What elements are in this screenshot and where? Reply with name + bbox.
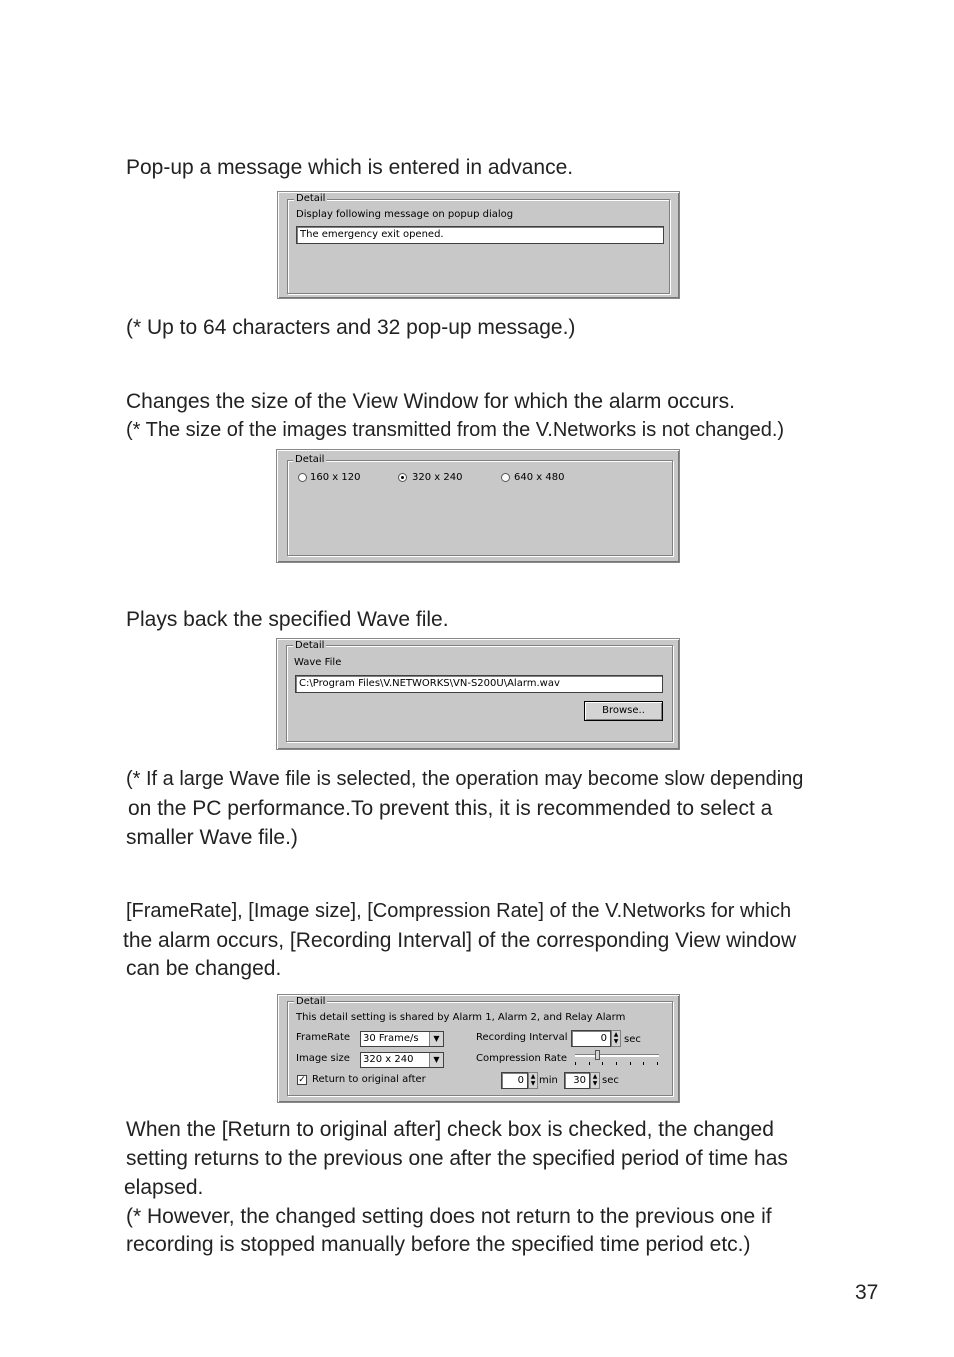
recording-interval-label: Recording Interval <box>476 1032 568 1043</box>
wave-note-line-3: smaller Wave file.) <box>126 826 298 849</box>
slider-tick <box>575 1062 576 1065</box>
settings-detail-panel <box>277 994 680 1103</box>
image-size-value: 320 x 240 <box>363 1054 414 1065</box>
seconds-input[interactable]: 30 <box>564 1072 590 1089</box>
view-size-intro: Changes the size of the View Window for which the alarm occurs. <box>126 390 735 413</box>
shared-setting-note: This detail setting is shared by Alarm 1, Alarm 2, and Relay Alarm <box>296 1012 626 1023</box>
minutes-spinner[interactable]: ▲ ▼ <box>528 1072 538 1089</box>
view-size-detail-panel <box>276 449 680 563</box>
compression-slider-track <box>575 1054 659 1057</box>
minutes-input[interactable]: 0 <box>501 1072 528 1089</box>
explanation-line-2: setting returns to the previous one after the specified period of time has <box>126 1147 788 1170</box>
recording-interval-unit: sec <box>624 1034 641 1045</box>
minutes-unit: min <box>539 1075 558 1086</box>
slider-tick <box>602 1062 603 1065</box>
size-640-radio[interactable] <box>501 473 510 482</box>
wave-detail-panel <box>276 638 680 750</box>
wave-note-line-1: (* If a large Wave file is selected, the operation may become slow depending <box>126 768 804 790</box>
wave-intro: Plays back the specified Wave file. <box>126 608 449 631</box>
view-size-detail-legend: Detail <box>295 454 325 465</box>
page-number: 37 <box>855 1281 879 1304</box>
size-320-label: 320 x 240 <box>412 472 463 483</box>
wave-file-input[interactable]: C:\Program Files\V.NETWORKS\VN-S200U\Alarm.wav <box>295 675 663 693</box>
return-label: Return to original after <box>312 1074 426 1085</box>
explanation-line-3: elapsed. <box>124 1176 204 1199</box>
chevron-down-icon[interactable]: ▼ <box>429 1032 443 1046</box>
slider-tick <box>657 1062 658 1065</box>
popup-message-label: Display following message on popup dialog <box>296 209 514 220</box>
compression-label: Compression Rate <box>476 1053 567 1064</box>
popup-detail-panel <box>277 191 680 299</box>
slider-tick <box>643 1062 644 1065</box>
framerate-select[interactable] <box>360 1031 444 1047</box>
seconds-spinner[interactable]: ▲ ▼ <box>590 1072 600 1089</box>
return-checkbox[interactable]: ✓ <box>298 1075 306 1085</box>
size-640-label: 640 x 480 <box>514 472 565 483</box>
popup-intro: Pop-up a message which is entered in advance. <box>126 156 574 179</box>
size-160-radio[interactable] <box>298 473 307 482</box>
view-size-note: (* The size of the images transmitted from the V.Networks is not changed.) <box>126 419 785 441</box>
size-160-label: 160 x 120 <box>310 472 361 483</box>
settings-detail-legend: Detail <box>296 996 326 1007</box>
slider-tick <box>616 1062 617 1065</box>
explanation-line-4: (* However, the changed setting does not return to the previous one if <box>126 1205 772 1228</box>
popup-note: (* Up to 64 characters and 32 pop-up message.) <box>126 316 576 339</box>
slider-tick <box>589 1062 590 1065</box>
popup-message-input[interactable]: The emergency exit opened. <box>296 226 664 244</box>
framerate-value: 30 Frame/s <box>363 1033 419 1044</box>
settings-intro-line-2: the alarm occurs, [Recording Interval] of the corresponding View window <box>123 929 797 952</box>
popup-detail-legend: Detail <box>296 193 326 204</box>
seconds-unit: sec <box>602 1075 619 1086</box>
recording-interval-spinner[interactable]: ▲ ▼ <box>611 1030 621 1047</box>
settings-intro-line-1: [FrameRate], [Image size], [Compression Rate] of the V.Networks for which <box>126 900 792 922</box>
wave-detail-group <box>286 645 673 742</box>
wave-file-label: Wave File <box>294 657 342 668</box>
image-size-label: Image size <box>296 1053 350 1064</box>
chevron-down-icon[interactable]: ▼ <box>429 1053 443 1067</box>
compression-slider-thumb[interactable] <box>595 1050 600 1060</box>
wave-note-line-2: on the PC performance.To prevent this, it is recommended to select a <box>128 797 773 820</box>
wave-detail-legend: Detail <box>295 640 325 651</box>
explanation-line-1: When the [Return to original after] check box is checked, the changed <box>126 1118 774 1141</box>
image-size-select[interactable] <box>360 1052 444 1068</box>
framerate-label: FrameRate <box>296 1032 351 1043</box>
browse-button[interactable]: Browse.. <box>584 701 663 721</box>
slider-tick <box>630 1062 631 1065</box>
recording-interval-input[interactable]: 0 <box>571 1030 611 1047</box>
settings-intro-line-3: can be changed. <box>126 957 282 980</box>
size-320-radio[interactable] <box>398 473 407 482</box>
compression-slider[interactable] <box>575 1049 661 1067</box>
explanation-line-5: recording is stopped manually before the specified time period etc.) <box>126 1233 751 1256</box>
